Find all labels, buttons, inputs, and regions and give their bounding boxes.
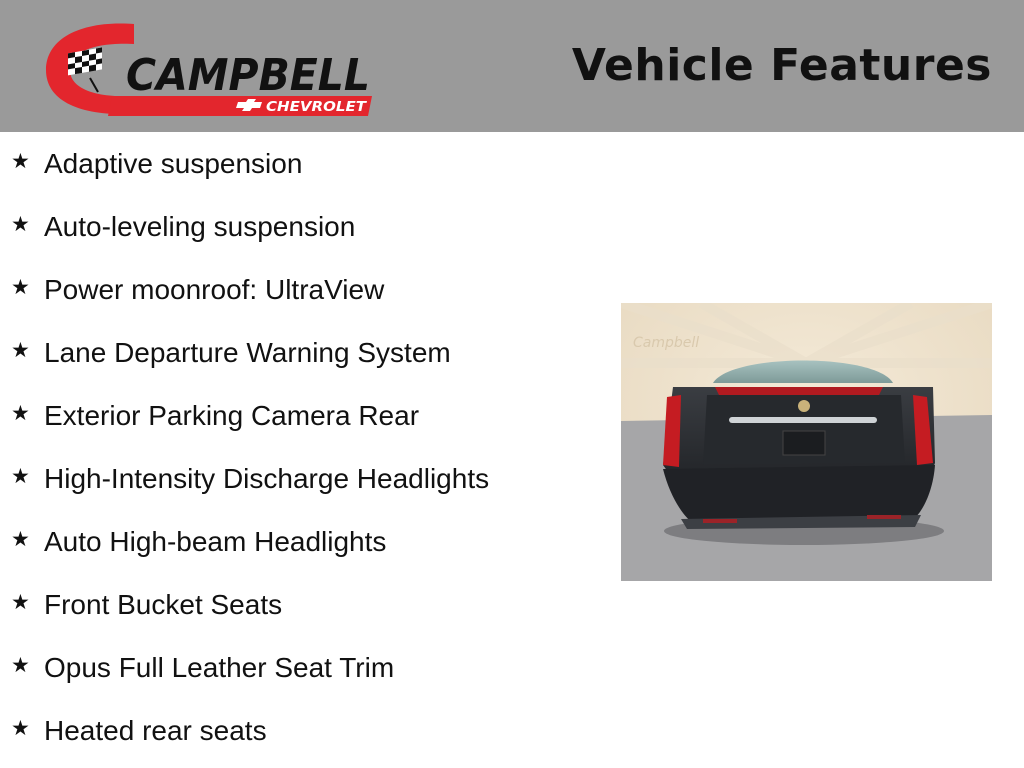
feature-label: Adaptive suspension: [44, 148, 303, 179]
feature-item: [0, 447, 600, 510]
page-title: Vehicle Features: [571, 40, 992, 91]
feature-label: Auto-leveling suspension: [44, 211, 356, 242]
feature-item: [0, 699, 600, 762]
star-icon: ★: [11, 149, 30, 173]
header-bar: [0, 0, 1024, 132]
vehicle-photo-graphic: [621, 303, 992, 581]
logo-graphic: [42, 16, 374, 118]
star-icon: ★: [11, 527, 30, 551]
star-icon: ★: [11, 338, 30, 362]
campbell-chevrolet-logo[interactable]: [42, 16, 374, 118]
feature-item: [0, 132, 600, 195]
star-icon: ★: [11, 212, 30, 236]
feature-item: [0, 384, 600, 447]
feature-label: Heated rear seats: [44, 715, 267, 746]
feature-item: [0, 258, 600, 321]
star-icon: ★: [11, 401, 30, 425]
feature-item: [0, 195, 600, 258]
feature-label: Power moonroof: UltraView: [44, 274, 385, 305]
vehicle-photo[interactable]: [621, 303, 992, 581]
feature-item: [0, 636, 600, 699]
logo-wordmark: CAMPBELL: [126, 50, 370, 101]
feature-label: Auto High-beam Headlights: [44, 526, 387, 557]
feature-label: Exterior Parking Camera Rear: [44, 400, 420, 431]
star-icon: ★: [11, 653, 30, 677]
logo-subtext: CHEVROLET: [266, 100, 368, 115]
feature-label: Front Bucket Seats: [44, 589, 283, 620]
photo-watermark: Campbell: [633, 335, 700, 351]
feature-label: Opus Full Leather Seat Trim: [44, 652, 395, 683]
feature-item: [0, 510, 600, 573]
feature-item: [0, 321, 600, 384]
feature-list: [0, 132, 600, 762]
star-icon: ★: [11, 590, 30, 614]
feature-item: [0, 573, 600, 636]
feature-label: High-Intensity Discharge Headlights: [44, 463, 490, 494]
star-icon: ★: [11, 275, 30, 299]
star-icon: ★: [11, 464, 30, 488]
feature-label: Lane Departure Warning System: [44, 337, 451, 368]
star-icon: ★: [11, 716, 30, 740]
